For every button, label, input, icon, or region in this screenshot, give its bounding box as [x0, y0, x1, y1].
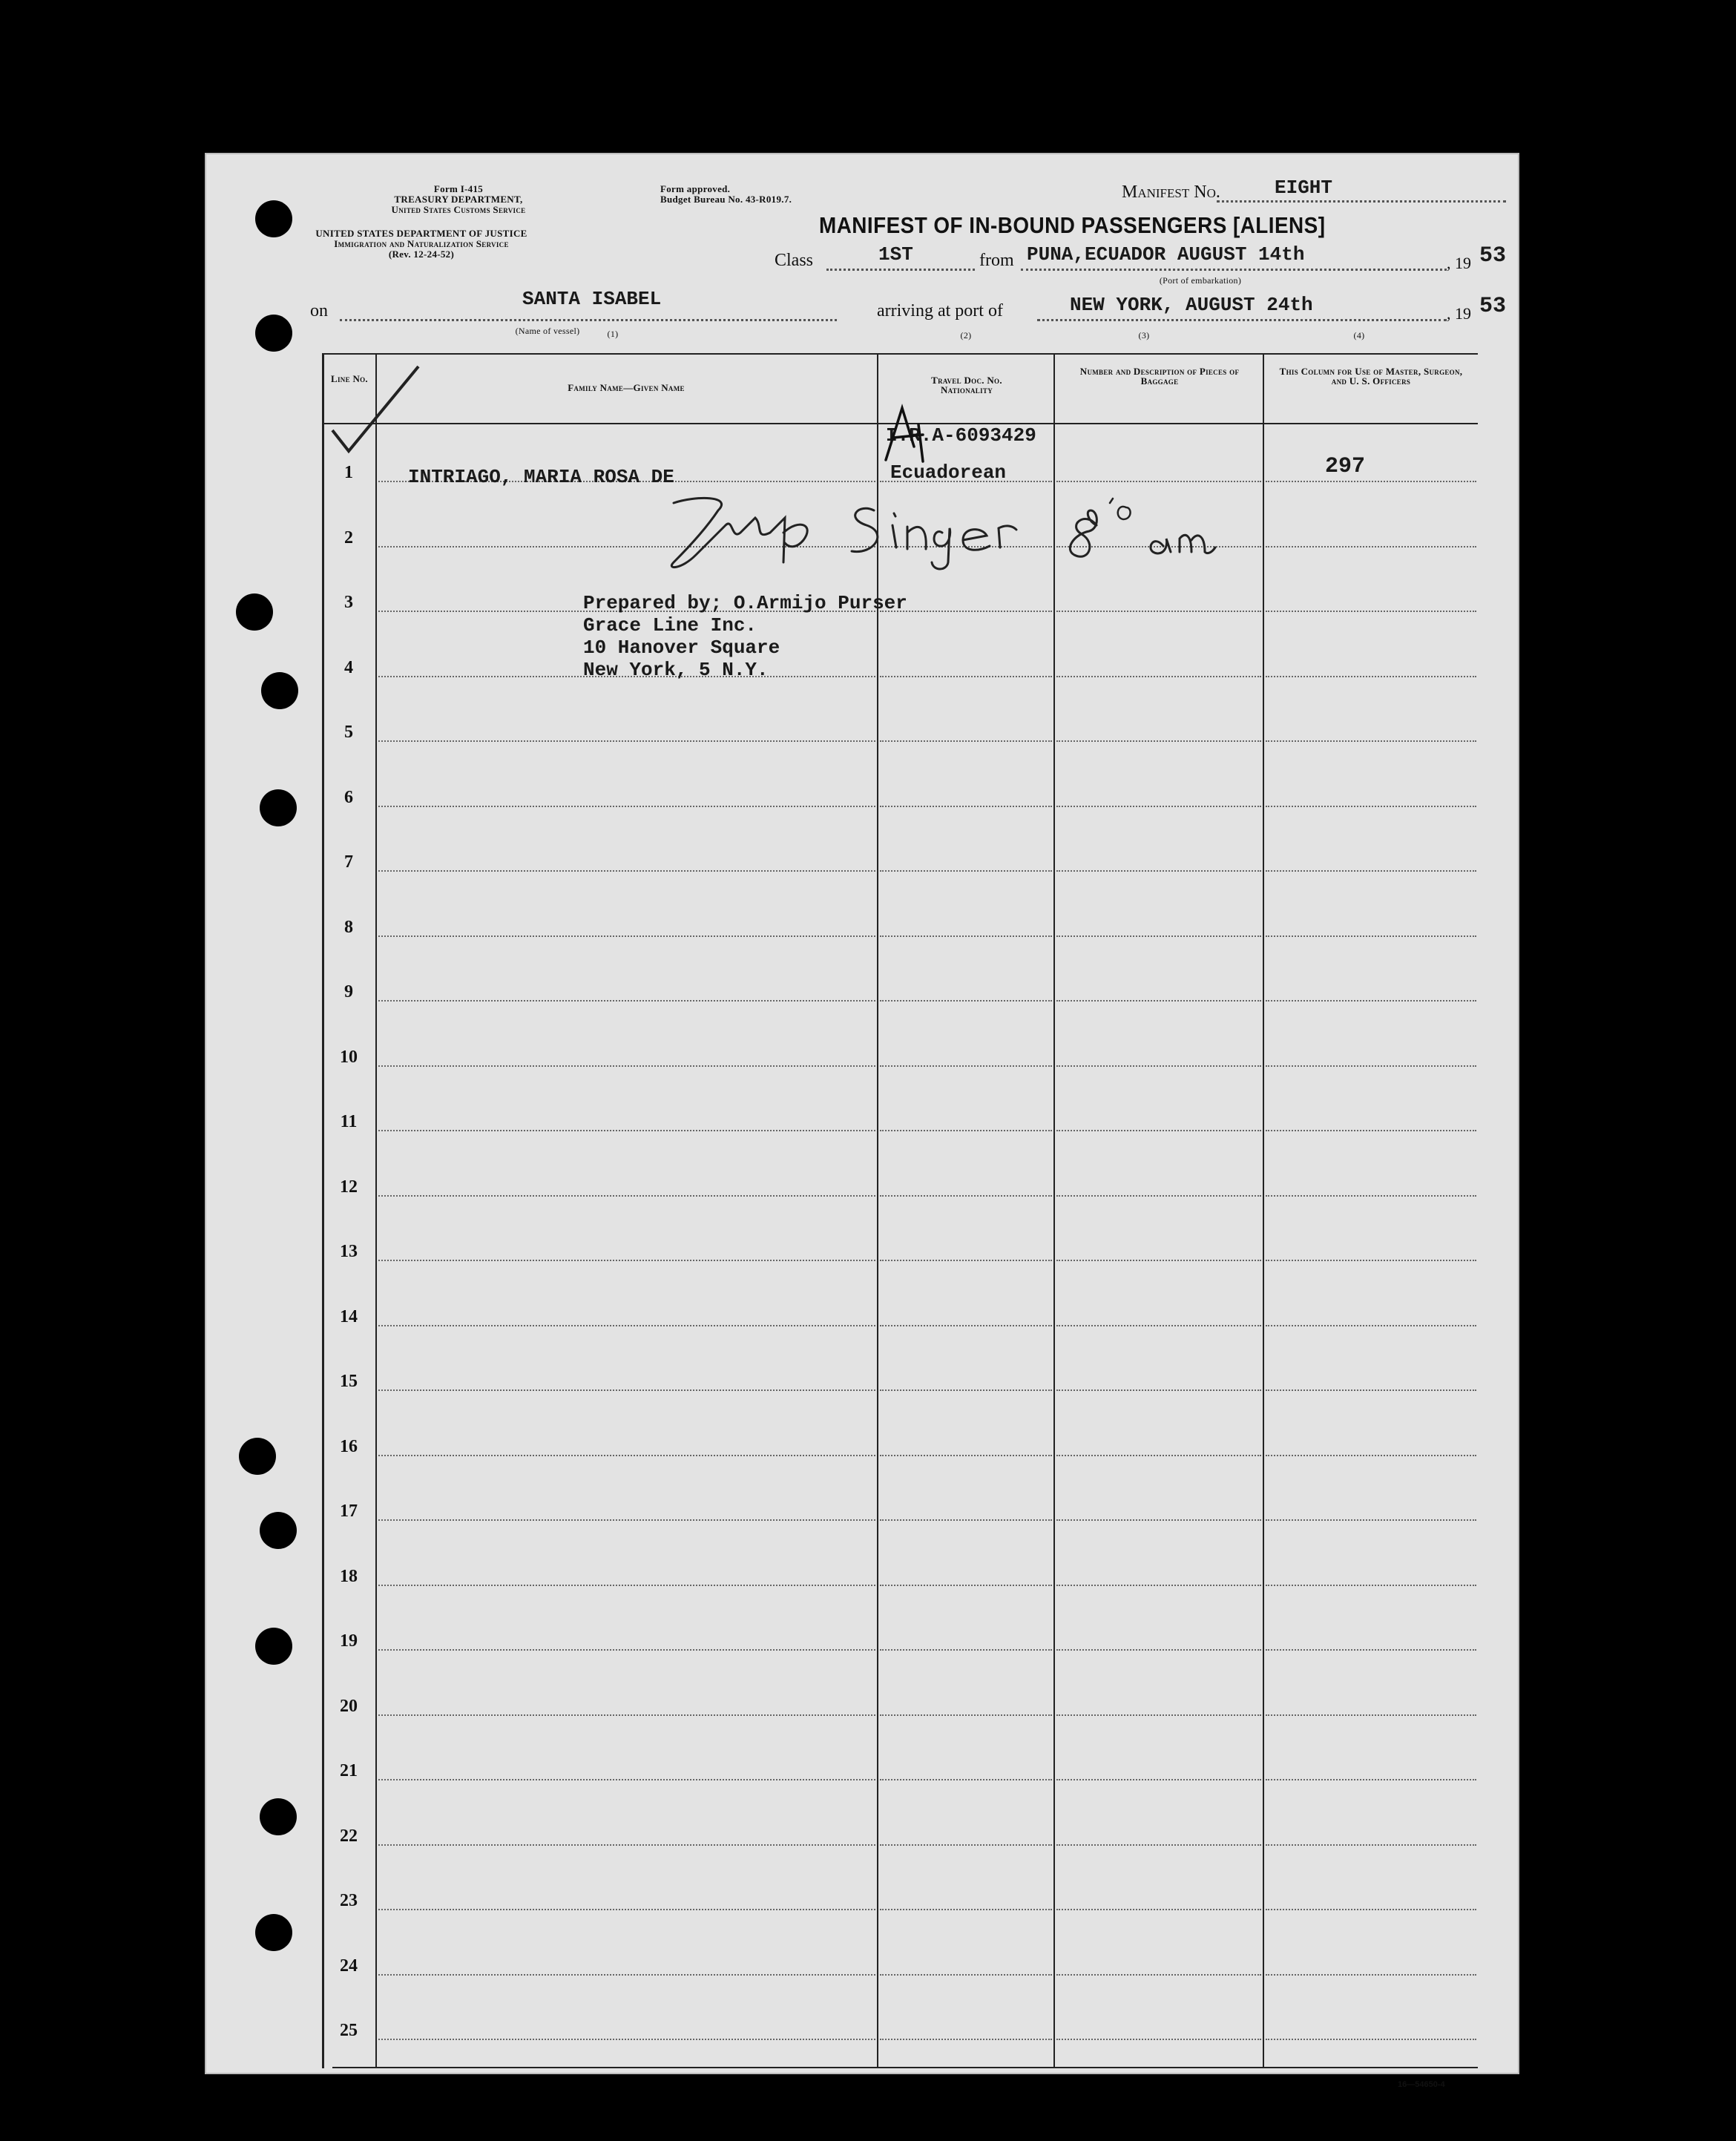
- row-dotted-line: [880, 1909, 1052, 1910]
- punch-hole: [260, 789, 297, 826]
- row-dotted-line: [378, 1389, 875, 1391]
- row-dotted-line: [1056, 1519, 1261, 1521]
- row-dotted-line: [1266, 1455, 1476, 1456]
- row-dotted-line: [1266, 1779, 1476, 1780]
- row-dotted-line: [1266, 870, 1476, 872]
- department: TREASURY DEPARTMENT,: [394, 194, 523, 205]
- row-dotted-line: [1056, 1714, 1261, 1716]
- row-dotted-line: [1266, 806, 1476, 807]
- row-dotted-line: [378, 1844, 875, 1846]
- row-dotted-line: [1056, 1649, 1261, 1651]
- row-dotted-line: [378, 1779, 875, 1780]
- row-dotted-line: [1266, 1260, 1476, 1261]
- punch-hole: [255, 315, 292, 352]
- row-dotted-line: [880, 1260, 1052, 1261]
- header-line-no: Line No.: [331, 373, 368, 384]
- row-number: 4: [344, 658, 353, 677]
- vessel-caption: (Name of vessel): [515, 326, 580, 336]
- row-number: 1: [344, 463, 353, 482]
- row-dotted-line: [880, 1844, 1052, 1846]
- row-dotted-line: [378, 935, 875, 937]
- manifest-page: [205, 153, 1519, 2089]
- officer-number: 297: [1325, 454, 1366, 479]
- row-dotted-line: [880, 1455, 1052, 1456]
- row-dotted-line: [880, 1519, 1052, 1521]
- handwritten-initials: [880, 402, 939, 464]
- row-number: 12: [340, 1177, 358, 1197]
- row-dotted-line: [1056, 806, 1261, 807]
- row-dotted-line: [1266, 1325, 1476, 1326]
- row-number: 7: [344, 852, 353, 872]
- entry-name: INTRIAGO, MARIA ROSA DE: [408, 466, 674, 488]
- punch-hole: [255, 200, 292, 237]
- row-dotted-line: [1266, 1389, 1476, 1391]
- row-dotted-line: [1056, 1455, 1261, 1456]
- class-value: 1ST: [878, 243, 913, 266]
- row-dotted-line: [378, 1195, 875, 1197]
- row-dotted-line: [1266, 1909, 1476, 1910]
- customs-service: United States Customs Service: [391, 204, 526, 215]
- row-dotted-line: [1056, 1130, 1261, 1131]
- row-number: 18: [340, 1567, 358, 1586]
- row-dotted-line: [1056, 1909, 1261, 1910]
- row-number: 17: [340, 1502, 358, 1521]
- punch-hole: [260, 1798, 297, 1835]
- row-dotted-line: [378, 1325, 875, 1326]
- row-dotted-line: [1266, 935, 1476, 937]
- row-dotted-line: [1056, 740, 1261, 742]
- company-city: New York, 5 N.Y.: [583, 659, 769, 681]
- table-bottom-border: [332, 2067, 1478, 2068]
- row-dotted-line: [1056, 1195, 1261, 1197]
- header-officers: This Column for Use of Master, Surgeon, and U. S. Officers: [1279, 366, 1463, 387]
- row-dotted-line: [378, 1649, 875, 1651]
- row-number: 21: [340, 1761, 358, 1780]
- row-dotted-line: [880, 1325, 1052, 1326]
- line-no-divider: [375, 353, 377, 2068]
- row-number: 19: [340, 1631, 358, 1651]
- row-number: 20: [340, 1697, 358, 1716]
- manifest-number: EIGHT: [1275, 177, 1333, 199]
- row-dotted-line: [1056, 2039, 1261, 2040]
- year-value-1: 53: [1479, 243, 1507, 269]
- row-dotted-line: [378, 1519, 875, 1521]
- row-dotted-line: [880, 1974, 1052, 1976]
- row-dotted-line: [1266, 1844, 1476, 1846]
- row-dotted-line: [378, 1065, 875, 1067]
- row-number: 5: [344, 723, 353, 742]
- left-border: [322, 353, 324, 2068]
- vessel-line: [340, 319, 837, 321]
- row-dotted-line: [880, 1649, 1052, 1651]
- form-code: 16—54650-4: [1398, 2080, 1445, 2089]
- form-number: Form I-415: [433, 183, 484, 194]
- row-dotted-line: [880, 1195, 1052, 1197]
- vessel-name: SANTA ISABEL: [522, 288, 662, 310]
- punch-hole: [260, 1512, 297, 1549]
- col-ref-2: (2): [960, 330, 972, 341]
- row-dotted-line: [378, 1714, 875, 1716]
- arrival-value: NEW YORK, AUGUST 24th: [1070, 294, 1313, 316]
- row-dotted-line: [1266, 611, 1476, 612]
- row-dotted-line: [880, 806, 1052, 807]
- row-dotted-line: [880, 676, 1052, 677]
- row-number: 14: [340, 1307, 358, 1326]
- punch-hole: [255, 1914, 292, 1951]
- row-dotted-line: [880, 1779, 1052, 1780]
- row-dotted-line: [1056, 1974, 1261, 1976]
- from-value: PUNA,ECUADOR AUGUST 14th: [1027, 243, 1305, 266]
- row-number: 11: [340, 1112, 358, 1131]
- row-number: 8: [344, 918, 353, 937]
- col-ref-3: (3): [1138, 330, 1150, 341]
- row-dotted-line: [1056, 611, 1261, 612]
- year-prefix-1: , 19: [1447, 254, 1471, 272]
- prepared-by: Prepared by; O.Armijo Purser: [583, 592, 907, 614]
- row-dotted-line: [1266, 1195, 1476, 1197]
- row-dotted-line: [1266, 1649, 1476, 1651]
- row-dotted-line: [1056, 1389, 1261, 1391]
- ins-service: Immigration and Naturalization Service: [334, 238, 509, 249]
- row-number: 24: [340, 1956, 358, 1976]
- row-dotted-line: [378, 1260, 875, 1261]
- row-dotted-line: [1056, 1844, 1261, 1846]
- row-dotted-line: [1266, 740, 1476, 742]
- header-name: Family Name—Given Name: [568, 382, 685, 393]
- table-top-border: [322, 353, 1478, 355]
- travel-doc-number: I.R.A-6093429: [886, 424, 1036, 447]
- row-dotted-line: [1056, 1585, 1261, 1586]
- baggage-divider: [1263, 353, 1264, 2068]
- company-address: 10 Hanover Square: [583, 637, 780, 659]
- row-dotted-line: [1266, 1065, 1476, 1067]
- row-dotted-line: [880, 935, 1052, 937]
- row-dotted-line: [378, 1000, 875, 1002]
- row-number: 9: [344, 982, 353, 1002]
- revision: (Rev. 12-24-52): [388, 249, 455, 260]
- justice-dept: UNITED STATES DEPARTMENT OF JUSTICE: [315, 228, 527, 239]
- punch-hole: [239, 1438, 276, 1475]
- col-ref-4: (4): [1353, 330, 1365, 341]
- budget-bureau: Budget Bureau No. 43-R019.7.: [660, 194, 792, 205]
- row-dotted-line: [880, 1714, 1052, 1716]
- row-dotted-line: [880, 870, 1052, 872]
- class-line: [826, 269, 975, 271]
- row-dotted-line: [1056, 870, 1261, 872]
- manifest-number-line: [1217, 200, 1506, 203]
- row-dotted-line: [1266, 1714, 1476, 1716]
- row-dotted-line: [378, 1974, 875, 1976]
- row-dotted-line: [1266, 481, 1476, 482]
- row-dotted-line: [1266, 1130, 1476, 1131]
- row-dotted-line: [1266, 546, 1476, 547]
- from-line: [1021, 269, 1447, 271]
- row-dotted-line: [880, 1389, 1052, 1391]
- company-name: Grace Line Inc.: [583, 614, 757, 637]
- header-baggage: Number and Description of Pieces of Baggage: [1079, 366, 1240, 387]
- row-dotted-line: [378, 870, 875, 872]
- row-number: 10: [340, 1048, 358, 1067]
- row-dotted-line: [378, 1130, 875, 1131]
- on-label: on: [310, 301, 328, 320]
- row-number: 6: [344, 788, 353, 807]
- row-number: 23: [340, 1891, 358, 1910]
- row-dotted-line: [1056, 1065, 1261, 1067]
- row-dotted-line: [1266, 1000, 1476, 1002]
- row-dotted-line: [880, 740, 1052, 742]
- port-caption: (Port of embarkation): [1159, 275, 1242, 286]
- row-dotted-line: [1056, 935, 1261, 937]
- row-dotted-line: [378, 2039, 875, 2040]
- row-dotted-line: [880, 1065, 1052, 1067]
- row-number: 13: [340, 1242, 358, 1261]
- row-number: 22: [340, 1826, 358, 1846]
- row-number: 16: [340, 1437, 358, 1456]
- row-dotted-line: [378, 1455, 875, 1456]
- class-label: Class: [775, 251, 814, 270]
- row-dotted-line: [880, 1000, 1052, 1002]
- row-dotted-line: [880, 2039, 1052, 2040]
- punch-hole: [261, 672, 298, 709]
- checkmark-icon: [329, 359, 433, 456]
- row-dotted-line: [378, 1585, 875, 1586]
- punch-hole: [236, 593, 273, 631]
- arrival-line: [1037, 319, 1447, 321]
- arriving-label: arriving at port of: [877, 301, 1003, 320]
- row-number: 3: [344, 593, 353, 612]
- year-value-2: 53: [1479, 294, 1507, 319]
- row-dotted-line: [1056, 1260, 1261, 1261]
- row-dotted-line: [1056, 1000, 1261, 1002]
- row-number: 25: [340, 2021, 358, 2040]
- from-label: from: [979, 251, 1014, 270]
- header-travel: Travel Doc. No. Nationality: [931, 375, 1002, 395]
- punch-hole: [255, 1628, 292, 1665]
- row-dotted-line: [1056, 1779, 1261, 1780]
- row-dotted-line: [378, 806, 875, 807]
- row-dotted-line: [1266, 1519, 1476, 1521]
- row-dotted-line: [1056, 676, 1261, 677]
- row-dotted-line: [1266, 1974, 1476, 1976]
- row-dotted-line: [378, 1909, 875, 1910]
- year-prefix-2: , 19: [1447, 304, 1471, 323]
- row-dotted-line: [1266, 1585, 1476, 1586]
- handwritten-inspector-note: [651, 481, 1275, 577]
- row-number: 2: [344, 528, 353, 547]
- form-approved: Form approved.: [660, 183, 731, 194]
- col-ref-1: (1): [607, 329, 619, 339]
- manifest-number-label: Manifest No.: [1122, 182, 1220, 202]
- travel-divider: [1053, 353, 1055, 2068]
- row-dotted-line: [1266, 676, 1476, 677]
- row-number: 15: [340, 1372, 358, 1391]
- row-dotted-line: [880, 1130, 1052, 1131]
- row-dotted-line: [1266, 2039, 1476, 2040]
- row-dotted-line: [1056, 1325, 1261, 1326]
- nationality: Ecuadorean: [890, 461, 1007, 484]
- row-dotted-line: [880, 1585, 1052, 1586]
- row-dotted-line: [378, 740, 875, 742]
- page-title: MANIFEST OF IN-BOUND PASSENGERS [ALIENS]: [819, 212, 1326, 238]
